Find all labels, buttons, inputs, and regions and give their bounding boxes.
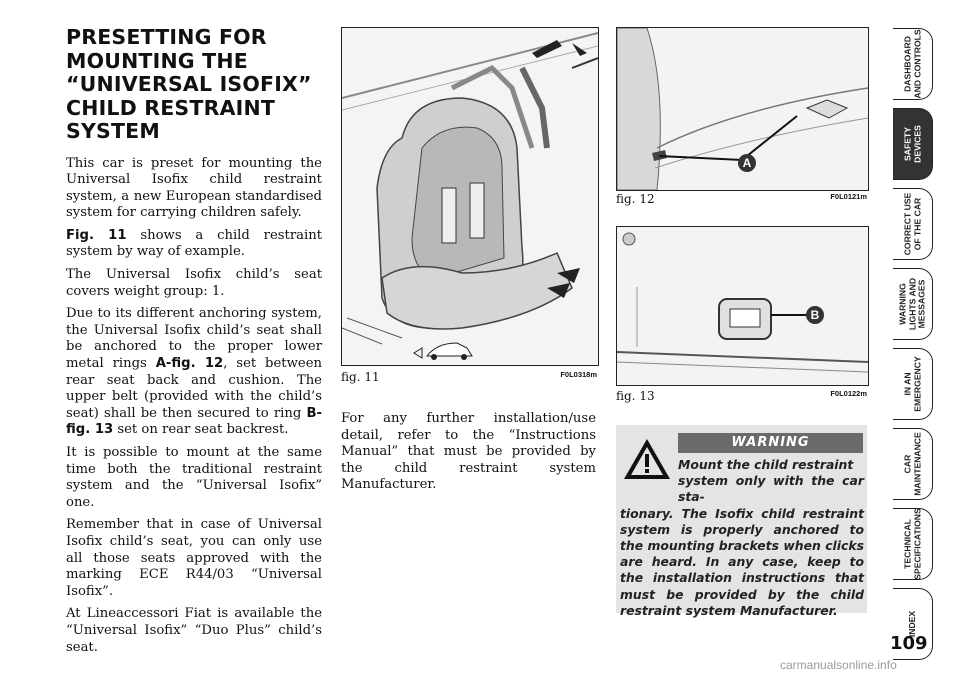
tab-safety-devices[interactable] [893,108,933,180]
paragraph: For any further installation/use detail, refer to the “Instructions Manual” that must be provided by the child restraint system Manufacturer. [341,411,596,493]
warning-header: WARNING [678,433,863,453]
warning-body: tionary. The Isofix child restraint system is properly anchored to the mounting brackets when clicks are heard. In any case, keep to the installation instructions that must be provided by the child restraint system Manufacturer. [620,505,864,618]
warning-line: Mount the child restraint [678,457,854,472]
tab-warning-lights-and-messages[interactable] [893,268,933,340]
tab-label: CAR MAINTENANCE [901,432,922,496]
paragraph: The Universal Isofix child’s seat covers weight group: 1. [66,267,322,299]
tab-label: INDEX [906,610,917,638]
page-number: 109 [890,633,928,654]
tab-car-maintenance[interactable] [893,428,933,500]
paragraph-text: Due to its different anchoring system, the Universal Isofix child’s seat shall be anchored to the proper lower metal rings [66,306,322,372]
figure-caption: fig. 11 [341,370,380,384]
tab-correct-use-of-the-car[interactable] [893,188,933,260]
tab-label: IN AN EMERGENCY [901,356,922,412]
paragraph: It is possible to mount at the same time both the traditional restraint system and the “Universal Isofix” one. [66,445,322,510]
tab-label: WARNING LIGHTS AND MESSAGES [897,277,927,331]
figure-caption: fig. 12 [616,192,655,206]
upper-anchor-illustration [617,227,868,385]
paragraph-text: , set between rear seat back and cushion. The upper belt (provided with the child’s seat) shall be then secured to ring [66,356,322,421]
figure-13-illustration [616,226,869,386]
paragraph-text: set on rear seat backrest. [113,422,289,438]
figure-reference[interactable]: B-fig. 13 [66,405,322,438]
figure-reference[interactable]: Fig. 11 [66,227,127,243]
tab-in-an-emergency[interactable] [893,348,933,420]
tab-label: CORRECT USE OF THE CAR [901,192,922,256]
figure-reference[interactable]: A-fig. 12 [155,356,224,372]
figure-11-illustration [341,27,599,366]
tab-technical-specifications[interactable] [893,508,933,580]
main-text-column [66,26,322,662]
callout-a-label: A [742,156,752,170]
figure-12-illustration [616,27,869,191]
child-seat-illustration [342,28,598,365]
tab-dashboard-and-controls[interactable] [893,28,933,100]
paragraph [66,306,322,439]
paragraph: Remember that in case of Universal Isofix child’s seat, you can only use all those seats approved with the marking ECE R44/03 “Universal Isofix”. [66,517,322,599]
tab-label: DASHBOARD AND CONTROLS [901,29,922,99]
paragraph: At Lineaccessori Fiat is available the “Universal Isofix” “Duo Plus” child’s seat. [66,606,322,655]
paragraph: This car is preset for mounting the Universal Isofix child restraint system, a new European standardised system for carrying children safely. [66,155,322,221]
warning-line: system only with the car sta- [678,473,864,505]
figure-code: F0L0122m [830,389,867,398]
page-title: PRESETTING FOR MOUNTING THE “UNIVERSAL ISOFIX” CHILD RESTRAINT SYSTEM [66,25,312,143]
warning-text [620,457,864,619]
lower-anchor-illustration [617,28,868,190]
installation-note [341,411,596,500]
paragraph-text: shows a child restraint system by way of example. [66,227,323,260]
figure-caption: fig. 13 [616,389,655,403]
paragraph [66,228,322,261]
figure-code: F0L0318m [560,370,597,379]
tab-label: SAFETY DEVICES [901,125,922,163]
callout-b-label: B [810,308,820,322]
watermark: carmanualsonline.info [780,658,897,672]
figure-code: F0L0121m [830,192,867,201]
tab-label: TECHNICAL SPECIFICATIONS [901,508,922,580]
